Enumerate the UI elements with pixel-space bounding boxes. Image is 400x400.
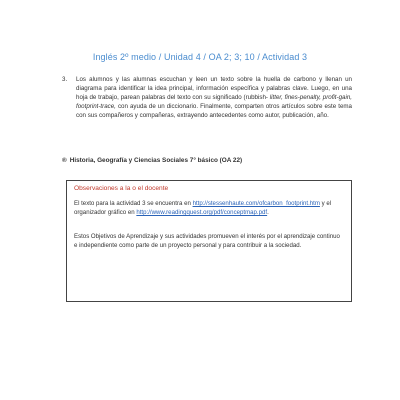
subject-connection	[62, 157, 242, 164]
obs-text-suffix: y el organizador gráfico en	[74, 200, 332, 217]
item-text-start: Los alumnos y las alumnas escuchan y leen un texto sobre la huella de carbono y llenan un diagrama para identificar la idea principal, información específica y palabras clave. Luego, en una hoja de trabajo, parean palabras del texto con su significado (rubbish-	[76, 76, 352, 102]
item-italic-terms: litter, fines-penalty, profit-gain, footprint-trace,	[76, 94, 352, 111]
page-title: Inglés 2º medio / Unidad 4 / OA 2; 3; 10 / Actividad 3	[92, 52, 308, 62]
carbon-footprint-link[interactable]: http://stessenhaute.com/ofcarbon_footprint.htm	[192, 200, 320, 207]
activity-item	[62, 75, 352, 120]
connection-label: Historia, Geografía y Ciencias Sociales 7° básico (OA 22)	[69, 157, 243, 164]
concept-map-link[interactable]: http://www.readingquest.org/pdf/conceptmap.pdf	[136, 209, 268, 217]
item-text-end: con ayuda de un diccionario. Finalmente, comparten otros artículos sobre este tema con sus compañeros y compañeras, extrayendo antecedentes como autor, publicación, año.	[76, 103, 352, 120]
observations-box	[66, 180, 352, 302]
item-number: 3.	[62, 76, 68, 83]
item-text	[76, 75, 352, 120]
observations-title: Observaciones a la o el docente	[74, 185, 169, 192]
observations-paragraph-2: Estos Objetivos de Aprendizaje y sus actividades promueven el interés por el aprendizaje continuo e independiente como parte de un proyecto personal y para contribuir a la sociedad.	[74, 233, 340, 250]
obs-text-end: .	[267, 209, 269, 217]
connection-bullet-icon: ®	[62, 157, 67, 164]
observations-paragraph-1	[74, 199, 344, 217]
obs-text-prefix: El texto para la actividad 3 se encuentra en	[74, 200, 191, 207]
